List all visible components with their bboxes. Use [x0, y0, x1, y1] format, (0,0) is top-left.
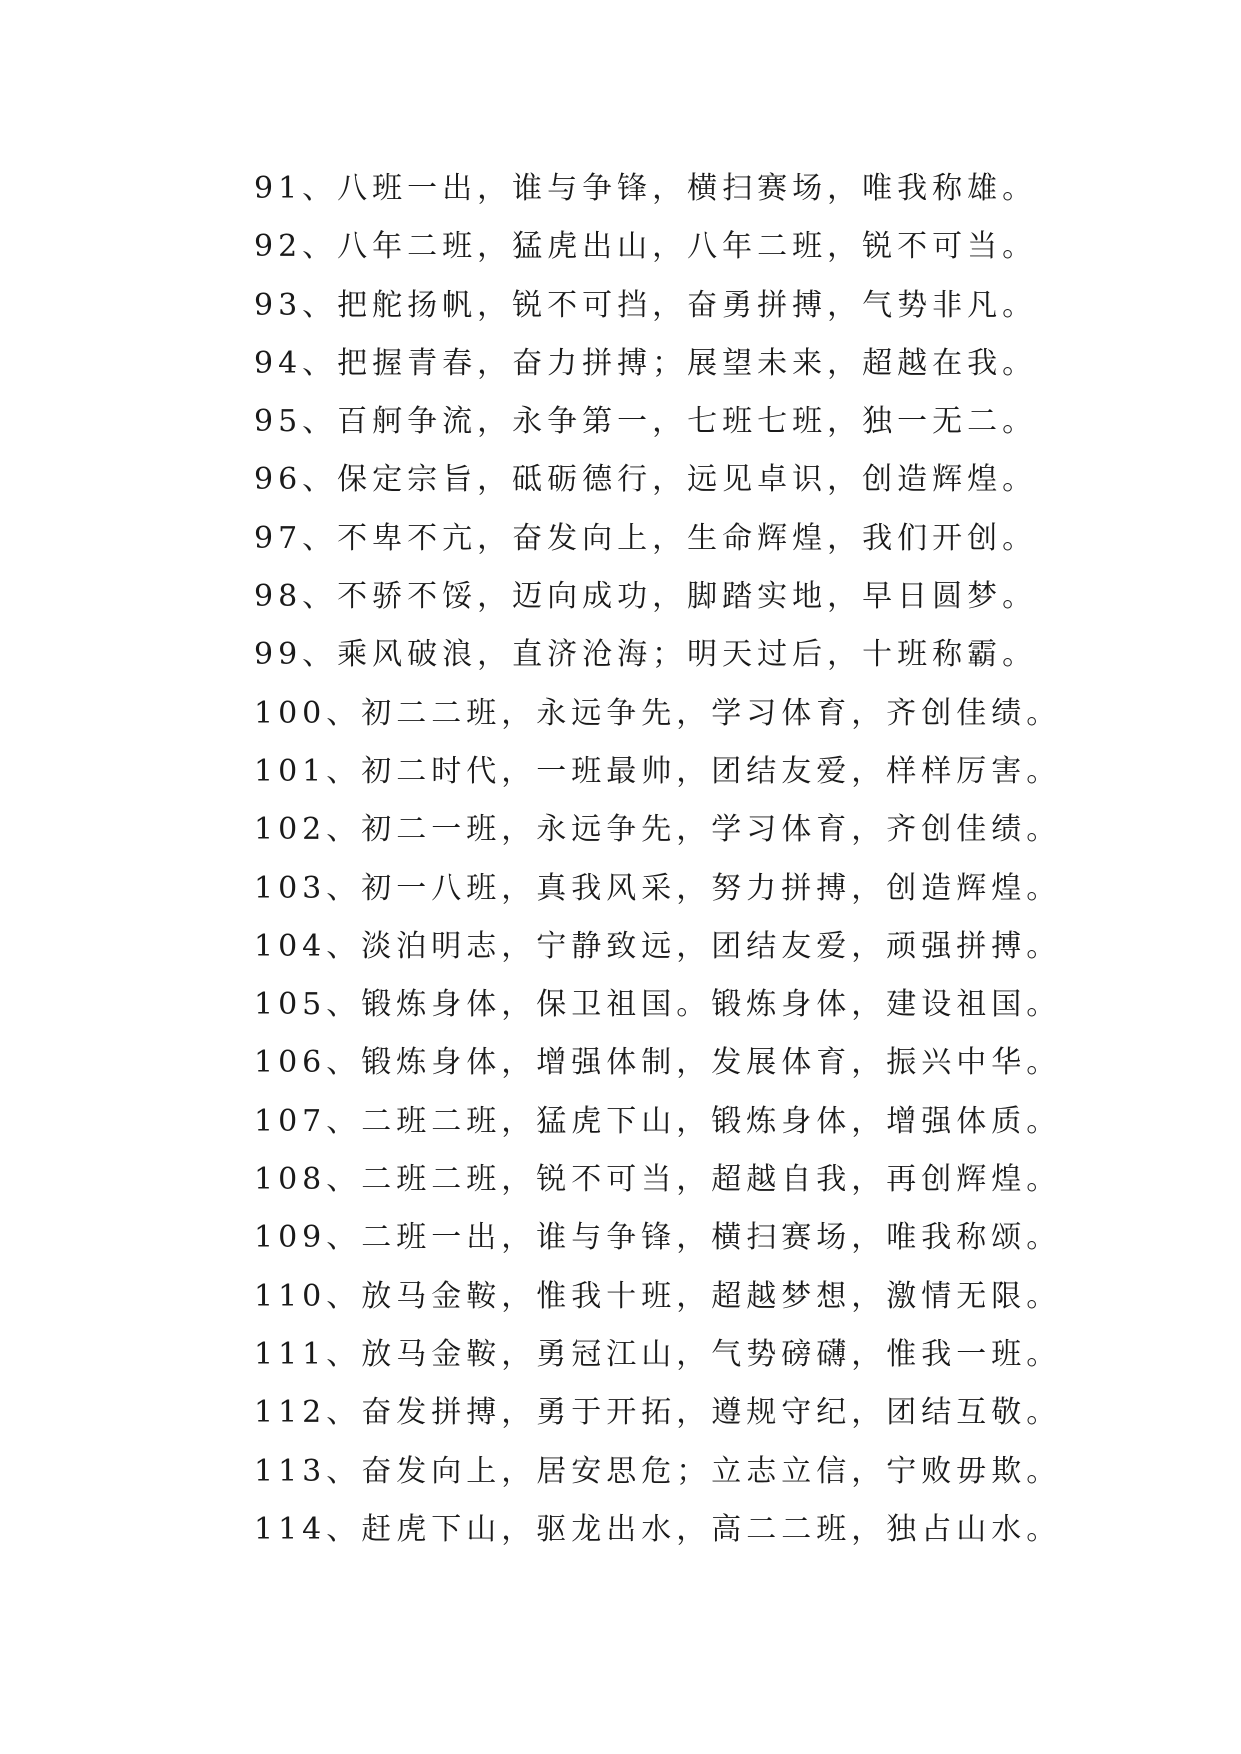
slogan-line: 113、奋发向上，居安思危；立志立信，宁败毋欺。	[254, 1453, 1062, 1489]
slogan-line: 105、锻炼身体，保卫祖国。锻炼身体，建设祖国。	[254, 987, 1062, 1023]
slogan-line: 94、把握青春，奋力拼搏；展望未来，超越在我。	[254, 345, 1038, 381]
slogan-line: 103、初一八班，真我风采，努力拼搏，创造辉煌。	[254, 870, 1062, 906]
slogan-list	[254, 160, 1061, 1559]
slogan-line: 93、把舵扬帆，锐不可挡，奋勇拼搏，气势非凡。	[254, 287, 1038, 323]
slogan-line: 95、百舸争流，永争第一，七班七班，独一无二。	[254, 404, 1038, 440]
slogan-line: 96、保定宗旨，砥砺德行，远见卓识，创造辉煌。	[254, 462, 1038, 498]
slogan-line: 100、初二二班，永远争先，学习体育，齐创佳绩。	[254, 695, 1062, 731]
slogan-line: 112、奋发拼搏，勇于开拓，遵规守纪，团结互敬。	[254, 1395, 1062, 1431]
slogan-line: 97、不卑不亢，奋发向上，生命辉煌，我们开创。	[254, 520, 1038, 556]
slogan-line: 92、八年二班，猛虎出山，八年二班，锐不可当。	[254, 229, 1038, 265]
slogan-line: 111、放马金鞍，勇冠江山，气势磅礴，惟我一班。	[254, 1336, 1062, 1372]
slogan-line: 106、锻炼身体，增强体制，发展体育，振兴中华。	[254, 1045, 1062, 1081]
slogan-line: 98、不骄不馁，迈向成功，脚踏实地，早日圆梦。	[254, 579, 1038, 615]
slogan-line: 114、赶虎下山，驱龙出水，高二二班，独占山水。	[254, 1511, 1062, 1547]
slogan-line: 107、二班二班，猛虎下山，锻炼身体，增强体质。	[254, 1103, 1062, 1139]
slogan-line: 104、淡泊明志，宁静致远，团结友爱，顽强拼搏。	[254, 928, 1062, 964]
slogan-line: 110、放马金鞍，惟我十班，超越梦想，激情无限。	[254, 1278, 1062, 1314]
slogan-line: 108、二班二班，锐不可当，超越自我，再创辉煌。	[254, 1162, 1062, 1198]
slogan-line: 101、初二时代，一班最帅，团结友爱，样样厉害。	[254, 753, 1062, 789]
slogan-line: 99、乘风破浪，直济沧海；明天过后，十班称霸。	[254, 637, 1038, 673]
slogan-line: 109、二班一出，谁与争锋，横扫赛场，唯我称颂。	[254, 1220, 1062, 1256]
slogan-line: 102、初二一班，永远争先，学习体育，齐创佳绩。	[254, 812, 1062, 848]
slogan-line: 91、八班一出，谁与争锋，横扫赛场，唯我称雄。	[254, 171, 1038, 206]
